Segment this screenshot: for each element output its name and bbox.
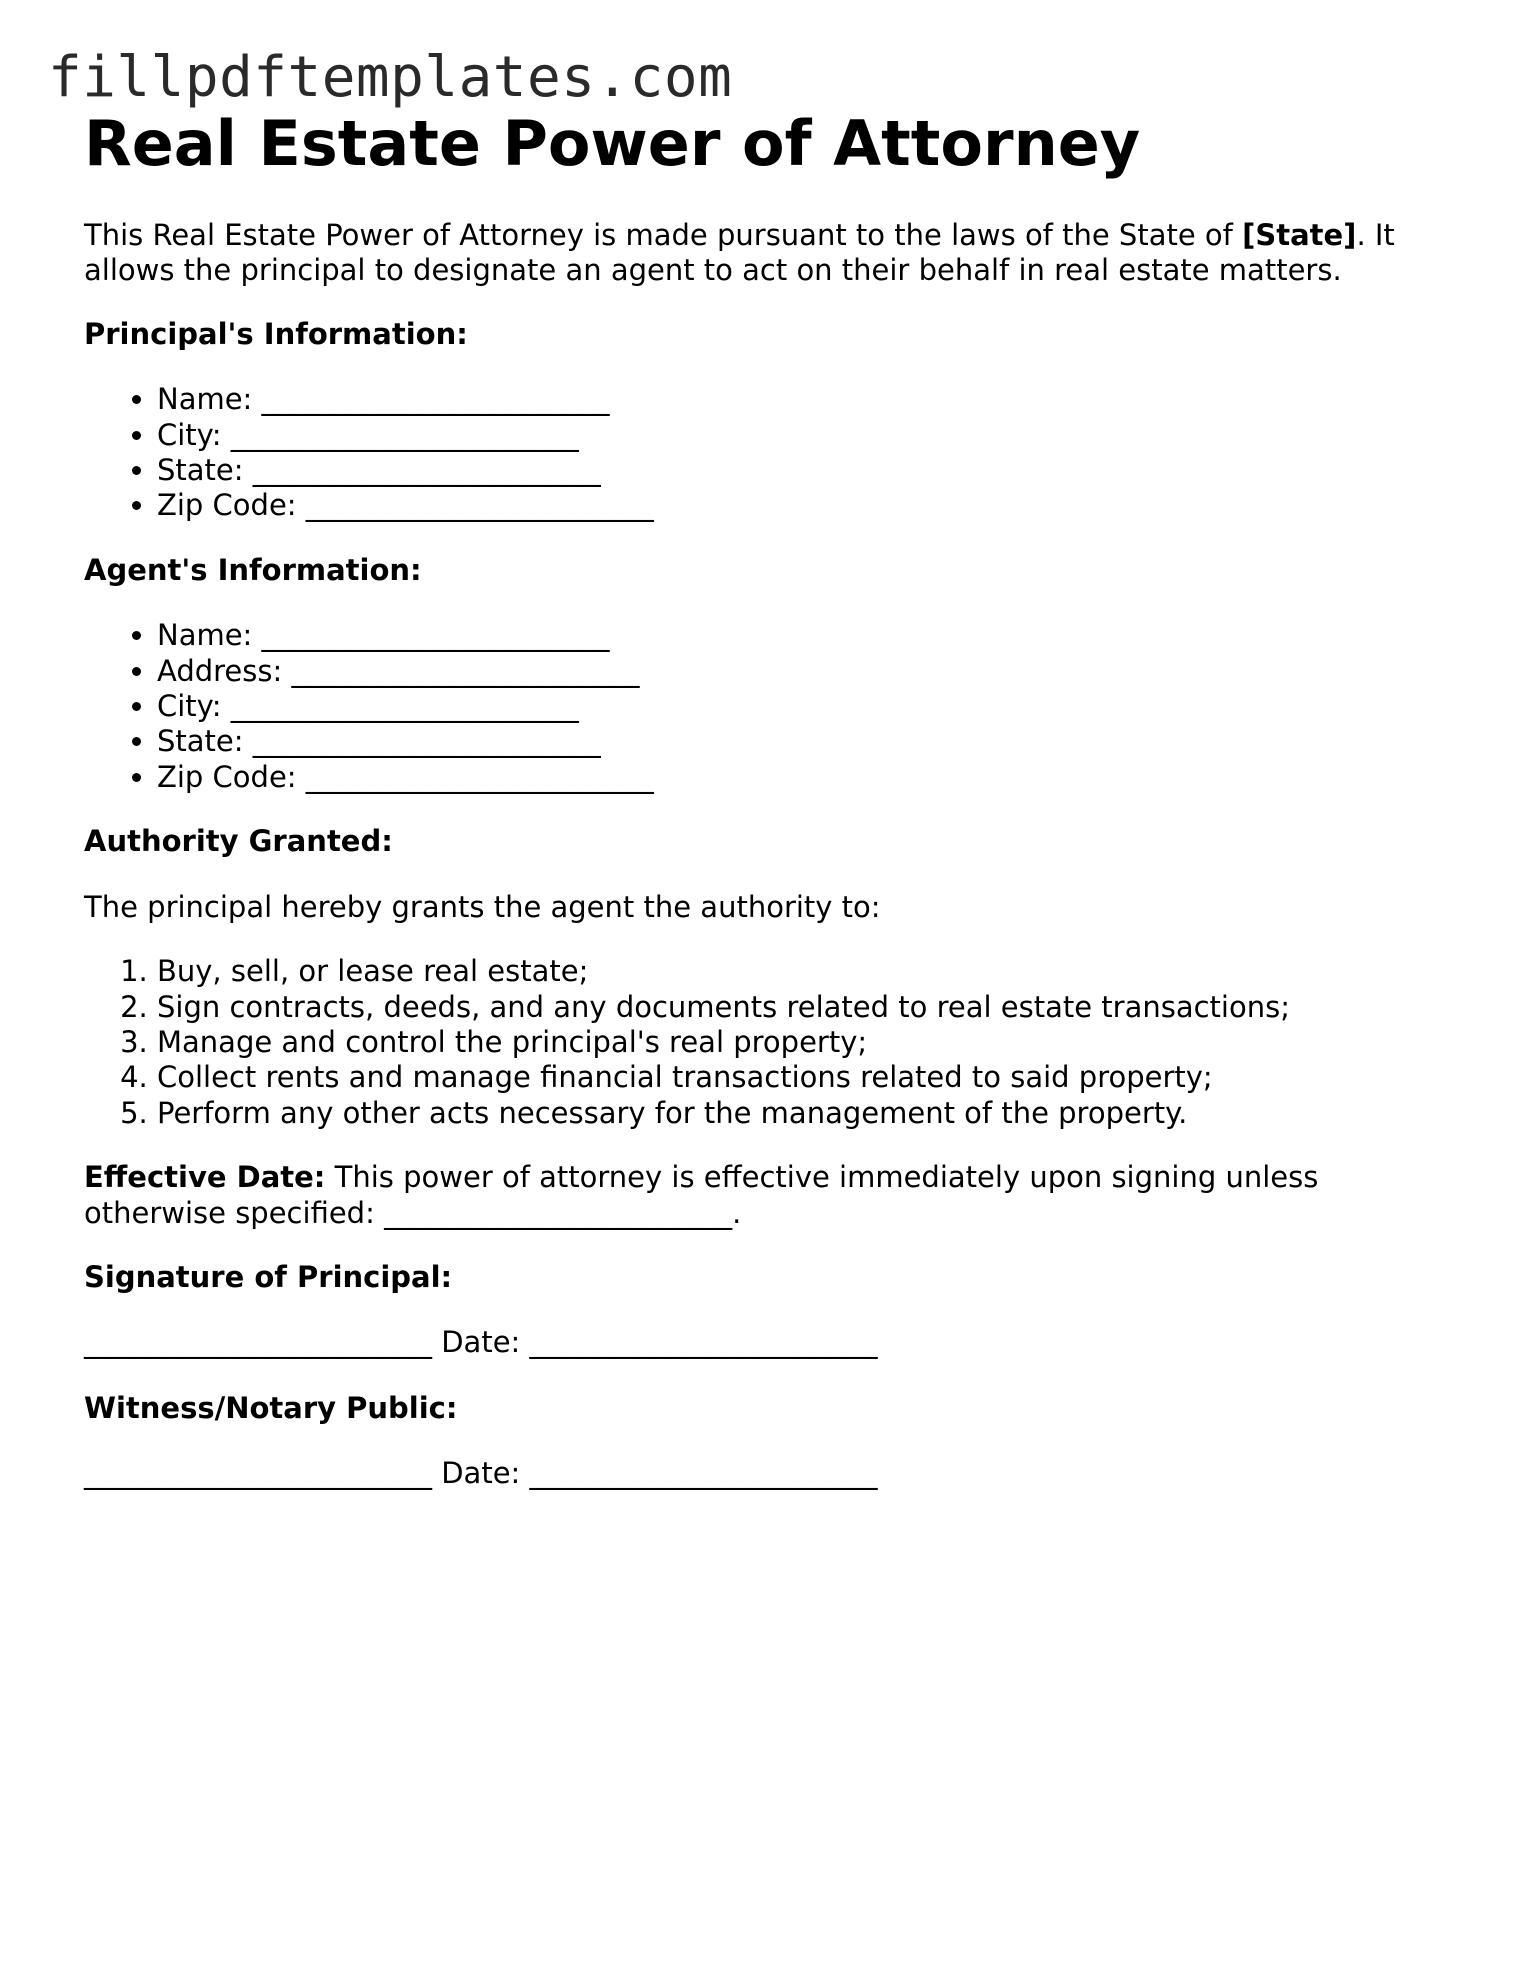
- authority-heading: Authority Granted:: [84, 824, 393, 859]
- principal-state-blank[interactable]: ________________________: [252, 453, 601, 488]
- agent-fields: [84, 618, 1444, 795]
- effective-date-end: .: [732, 1195, 742, 1230]
- watermark: fillpdftemplates.com: [48, 45, 733, 110]
- principal-zip-field: [157, 488, 1444, 523]
- authority-item: 1. Buy, sell, or lease real estate;: [157, 954, 1444, 989]
- authority-item: 3. Manage and control the principal's real property;: [157, 1025, 1444, 1060]
- signature-heading: Signature of Principal:: [84, 1259, 453, 1294]
- state-placeholder: [State]: [1242, 218, 1357, 252]
- agent-city-blank[interactable]: ________________________: [230, 689, 579, 724]
- agent-address-field: [157, 654, 1444, 689]
- field-label: Name:: [157, 618, 253, 653]
- field-label: State:: [157, 724, 244, 759]
- witness-date-blank[interactable]: ________________________: [529, 1456, 878, 1491]
- witness-signature-blank[interactable]: ________________________: [84, 1456, 432, 1491]
- principal-name-field: [157, 382, 1444, 417]
- intro-text-1: This Real Estate Power of Attorney is made pursuant to the laws of the State of: [84, 218, 1243, 252]
- date-label: Date:: [432, 1325, 530, 1360]
- effective-date-paragraph: [84, 1160, 1444, 1231]
- authority-item: 5. Perform any other acts necessary for the management of the property.: [157, 1096, 1444, 1131]
- principal-name-blank[interactable]: ________________________: [261, 382, 610, 417]
- document-page: [84, 108, 1444, 1522]
- principal-signature-line: [84, 1325, 1444, 1360]
- agent-address-blank[interactable]: ________________________: [291, 653, 640, 688]
- field-label: Address:: [157, 653, 283, 688]
- agent-name-field: [157, 618, 1444, 653]
- agent-state-blank[interactable]: ________________________: [252, 724, 601, 759]
- agent-zip-blank[interactable]: ________________________: [305, 759, 654, 794]
- principal-heading: Principal's Information:: [84, 316, 468, 351]
- principal-signature-blank[interactable]: ________________________: [84, 1325, 432, 1360]
- agent-heading: Agent's Information:: [84, 552, 422, 587]
- principal-state-field: [157, 453, 1444, 488]
- field-label: Name:: [157, 382, 253, 417]
- principal-city-field: [157, 418, 1444, 453]
- field-label: City:: [157, 417, 222, 452]
- witness-heading: Witness/Notary Public:: [84, 1390, 458, 1425]
- authority-list: [84, 954, 1444, 1131]
- field-label: Zip Code:: [157, 488, 297, 523]
- date-label: Date:: [432, 1456, 530, 1491]
- witness-signature-line: [84, 1456, 1444, 1491]
- intro-paragraph: [84, 218, 1444, 289]
- agent-name-blank[interactable]: ________________________: [261, 618, 610, 653]
- principal-city-blank[interactable]: ________________________: [230, 417, 579, 452]
- authority-lead: The principal hereby grants the agent the authority to:: [84, 889, 881, 924]
- agent-zip-field: [157, 760, 1444, 795]
- agent-state-field: [157, 724, 1444, 759]
- field-label: Zip Code:: [157, 759, 297, 794]
- field-label: City:: [157, 689, 222, 724]
- authority-item: 4. Collect rents and manage financial transactions related to said property;: [157, 1060, 1444, 1095]
- effective-date-label: Effective Date:: [84, 1160, 326, 1195]
- principal-fields: [84, 382, 1444, 524]
- principal-date-blank[interactable]: ________________________: [529, 1325, 878, 1360]
- document-title: Real Estate Power of Attorney: [84, 107, 1141, 180]
- field-label: State:: [157, 453, 244, 488]
- intro-text-2: . It allows the principal to designate an agent to act on their behalf in real estate matters.: [84, 218, 1395, 288]
- authority-item: 2. Sign contracts, deeds, and any documents related to real estate transactions;: [157, 990, 1444, 1025]
- effective-date-text: This power of attorney is effective immediately upon signing unless otherwise specified:: [84, 1160, 1319, 1230]
- principal-zip-blank[interactable]: ________________________: [305, 488, 654, 523]
- agent-city-field: [157, 689, 1444, 724]
- effective-date-blank[interactable]: ________________________: [384, 1195, 733, 1230]
